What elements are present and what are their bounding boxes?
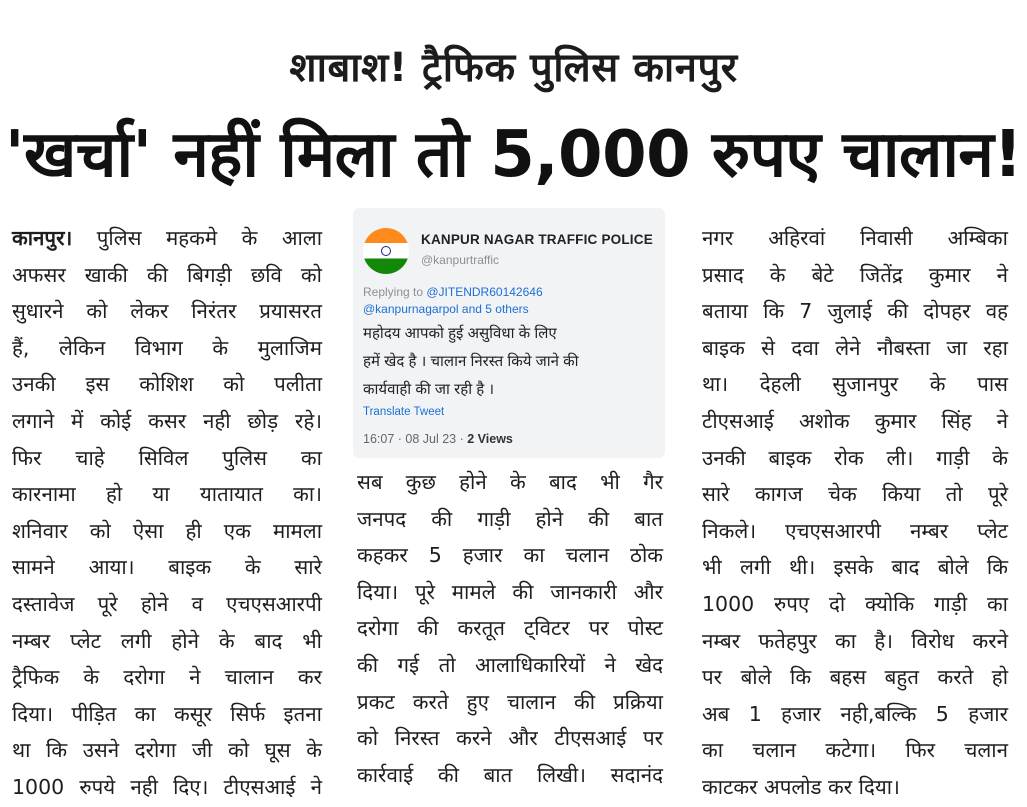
article-line: बाइक से दवा लेने नौबस्ता जा रहा <box>702 335 1008 360</box>
article-line-text: पुलिस महकमे के आला <box>72 226 322 250</box>
article-line: सामने आया। बाइक के सारे <box>12 555 322 580</box>
tweet-account-name: KANPUR NAGAR TRAFFIC POLICE <box>421 232 653 247</box>
article-line: बताया कि 7 जुलाई की दोपहर वह <box>702 299 1008 324</box>
article-line: प्रसाद के बेटे जितेंद्र कुमार ने <box>702 262 1008 287</box>
article-line: नम्बर फतेहपुर का है। विरोध करने <box>702 628 1008 653</box>
reply-user-link: @JITENDR60142646 <box>426 285 543 299</box>
tweet-body <box>363 320 659 404</box>
article-line: था। देहली सुजानपुर के पास <box>702 372 1008 397</box>
tweet-body-line: कार्यवाही की जा रही है । <box>363 381 495 398</box>
article-line: दस्तावेज पूरे होने व एचएसआरपी <box>12 591 322 616</box>
article-line: अब 1 हजार नही,बल्कि 5 हजार <box>702 701 1008 726</box>
article-line: टीएसआई अशोक कुमार सिंह ने <box>702 408 1008 433</box>
article-line: कहकर 5 हजार का चलान ठोक <box>357 543 663 568</box>
tweet-screenshot <box>353 208 665 458</box>
article-column-left <box>12 220 322 806</box>
tweet-body-line: महोदय आपको हुई असुविधा के लिए <box>363 325 557 342</box>
article-line: उनकी इस कोशिश को पलीता <box>12 372 322 397</box>
article-line: सुधारने को लेकर निरंतर प्रयासरत <box>12 299 322 324</box>
article-line: 1000 रुपये नही दिए। टीएसआई ने <box>12 774 322 799</box>
headline: 'खर्चा' नहीं मिला तो 5,000 रुपए चालान! <box>4 118 1023 192</box>
article-line: पर बोले कि बहस बहुत करते हो <box>702 665 1008 690</box>
article-line: था कि उसने दरोगा जी को घूस के <box>12 738 322 763</box>
article-line: लगाने में कोई कसर नही छोड़ रहे। <box>12 408 322 433</box>
article-line: कारनामा हो या यातायात का। <box>12 482 322 507</box>
article-line: हैं, लेकिन विभाग के मुलाजिम <box>12 335 322 360</box>
reply-others-link: @kanpurnagarpol and 5 others <box>363 302 529 316</box>
article-line: को निरस्त करने और टीएसआई पर <box>357 726 663 751</box>
article-line: नगर अहिरवां निवासी अम्बिका <box>702 226 1008 250</box>
article-line: काटकर अपलोड कर दिया। <box>702 774 900 799</box>
article-line: दिया। पूरे मामले की जानकारी और <box>357 579 663 604</box>
kicker-heading: शाबाश! ट्रैफिक पुलिस कानपुर <box>289 45 738 91</box>
tweet-timestamp: 16:07 · 08 Jul 23 · <box>363 432 468 446</box>
tweet-body-line: हमें खेद है । चालान निरस्त किये जाने की <box>363 353 579 370</box>
article-line: शनिवार को ऐसा ही एक मामला <box>12 518 322 543</box>
article-line: सारे कागज चेक किया तो पूरे <box>702 482 1008 507</box>
article-line: प्रकट करते हुए चालान की प्रक्रिया <box>357 689 663 714</box>
article-line: जनपद की गाड़ी होने की बात <box>357 506 663 531</box>
article-column-right <box>702 220 1008 806</box>
article-line: कार्रवाई की बात लिखी। सदानंद <box>357 762 663 787</box>
article-line: भी लगी थी। इसके बाद बोले कि <box>702 555 1008 580</box>
article-line: सब कुछ होने के बाद भी गैर <box>357 470 663 494</box>
article-column-middle <box>357 464 663 793</box>
tweet-handle: @kanpurtraffic <box>421 253 499 267</box>
article-line: की गई तो आलाधिकारियों ने खेद <box>357 652 663 677</box>
article-line: दरोगा की करतूत ट्विटर पर पोस्ट <box>357 616 663 641</box>
india-flag-avatar-icon <box>363 228 409 274</box>
article-line: उनकी बाइक रोक ली। गाड़ी के <box>702 445 1008 470</box>
article-line: ट्रैफिक के दरोगा ने चालान कर <box>12 665 322 690</box>
translate-tweet-link: Translate Tweet <box>363 406 445 418</box>
article-line: 1000 रुपए दो क्योकि गाड़ी का <box>702 591 1008 616</box>
tweet-meta <box>363 432 513 446</box>
tweet-replying-to <box>363 284 543 318</box>
replying-prefix: Replying to <box>363 285 427 299</box>
article-line: फिर चाहे सिविल पुलिस का <box>12 445 322 470</box>
article-line: अफसर खाकी की बिगड़ी छवि को <box>12 262 322 287</box>
dateline: कानपुर। <box>12 226 73 250</box>
article-line <box>12 220 322 257</box>
tweet-views: 2 Views <box>467 432 513 446</box>
article-line: नम्बर प्लेट लगी होने के बाद भी <box>12 628 322 653</box>
article-line: दिया। पीड़ित का कसूर सिर्फ इतना <box>12 701 322 726</box>
article-line: का चलान कटेगा। फिर चलान <box>702 738 1008 763</box>
article-line: निकले। एचएसआरपी नम्बर प्लेट <box>702 518 1008 543</box>
